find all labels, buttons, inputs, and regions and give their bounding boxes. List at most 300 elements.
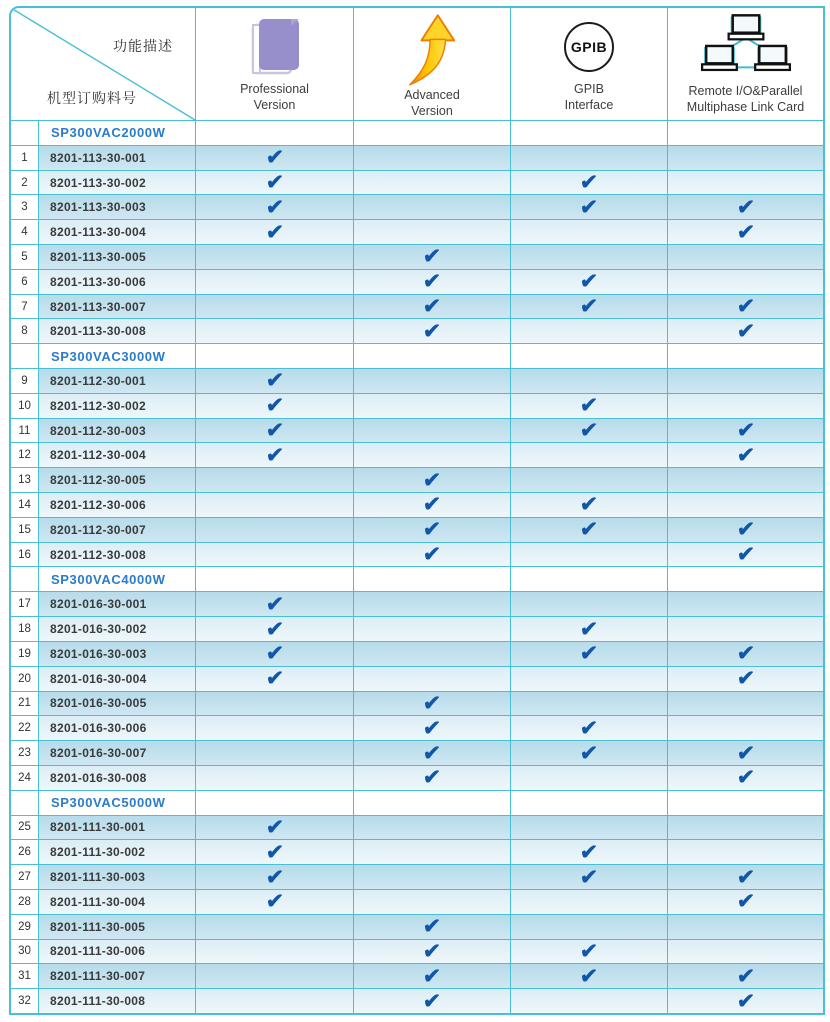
check-cell (667, 368, 823, 393)
check-cell (353, 269, 510, 294)
checkmark-icon: ✔ (735, 642, 756, 666)
section-model-label: SP300VAC2000W (38, 120, 195, 145)
check-cell (510, 864, 667, 889)
checkmark-icon: ✔ (579, 865, 599, 889)
row-number: 12 (11, 442, 38, 467)
check-cell (353, 467, 510, 492)
part-number-cell: 8201-113-30-006 (38, 269, 195, 294)
section-blank-cell (667, 790, 823, 815)
check-cell (195, 517, 353, 542)
check-cell (667, 963, 823, 988)
check-cell (353, 517, 510, 542)
check-cell (195, 467, 353, 492)
checkmark-icon: ✔ (579, 964, 599, 988)
checkmark-icon: ✔ (735, 766, 756, 790)
checkmark-icon: ✔ (735, 195, 756, 219)
check-cell (667, 815, 823, 840)
check-cell (510, 517, 667, 542)
row-number: 30 (11, 939, 38, 964)
part-number-cell: 8201-112-30-006 (38, 492, 195, 517)
check-cell (667, 691, 823, 716)
check-cell (667, 294, 823, 319)
column-label-line: Remote I/O&Parallel (688, 84, 803, 98)
row-number: 16 (11, 542, 38, 567)
gpib-circle-icon (564, 13, 614, 81)
checkmark-icon: ✔ (579, 840, 599, 864)
section-blank-cell (510, 120, 667, 145)
check-cell (510, 988, 667, 1013)
section-blank-cell (510, 566, 667, 591)
section-blank-cell (667, 343, 823, 368)
section-blank-cell (195, 566, 353, 591)
check-cell (510, 889, 667, 914)
check-cell (667, 194, 823, 219)
checkmark-icon: ✔ (579, 171, 599, 194)
checkmark-icon: ✔ (579, 518, 599, 542)
checkmark-icon: ✔ (422, 939, 442, 963)
check-cell (195, 839, 353, 864)
check-cell (353, 294, 510, 319)
check-cell (195, 294, 353, 319)
part-number-cell: 8201-016-30-005 (38, 691, 195, 716)
check-cell (667, 145, 823, 170)
check-cell (667, 318, 823, 343)
check-cell (353, 839, 510, 864)
check-cell (353, 988, 510, 1013)
column-label-line: Version (411, 104, 453, 119)
check-cell (667, 393, 823, 418)
checkmark-icon: ✔ (579, 617, 599, 641)
column-label-line: Multiphase Link Card (686, 100, 805, 115)
row-number: 29 (11, 914, 38, 939)
section-blank-cell (195, 790, 353, 815)
checkmark-icon: ✔ (735, 220, 756, 244)
row-number: 27 (11, 864, 38, 889)
check-cell (667, 914, 823, 939)
check-cell (510, 963, 667, 988)
part-number-cell: 8201-112-30-005 (38, 467, 195, 492)
section-row-number-cell (11, 790, 38, 815)
check-cell (510, 839, 667, 864)
section-blank-cell (353, 566, 510, 591)
check-cell (510, 542, 667, 567)
check-cell (667, 467, 823, 492)
check-cell (195, 765, 353, 790)
check-cell (353, 393, 510, 418)
checkmark-icon: ✔ (264, 815, 285, 839)
checkmark-icon: ✔ (264, 667, 285, 691)
section-blank-cell (353, 790, 510, 815)
check-cell (353, 715, 510, 740)
checkmark-icon: ✔ (422, 493, 442, 517)
check-cell (353, 889, 510, 914)
checkmark-icon: ✔ (264, 617, 285, 641)
check-cell (195, 368, 353, 393)
order-table (9, 6, 825, 1015)
check-cell (510, 194, 667, 219)
section-row-number-cell (11, 566, 38, 591)
check-cell (667, 418, 823, 443)
row-number: 28 (11, 889, 38, 914)
section-blank-cell (510, 790, 667, 815)
checkmark-icon: ✔ (422, 543, 442, 567)
row-number: 20 (11, 666, 38, 691)
check-cell (667, 988, 823, 1013)
check-cell (510, 666, 667, 691)
part-number-cell: 8201-016-30-002 (38, 616, 195, 641)
check-cell (195, 542, 353, 567)
check-cell (195, 442, 353, 467)
check-cell (353, 691, 510, 716)
check-cell (353, 442, 510, 467)
part-number-cell: 8201-111-30-003 (38, 864, 195, 889)
row-number: 8 (11, 318, 38, 343)
checkmark-icon: ✔ (735, 419, 756, 443)
check-cell (667, 219, 823, 244)
checkmark-icon: ✔ (579, 419, 599, 443)
check-cell (667, 591, 823, 616)
check-cell (195, 691, 353, 716)
row-number: 15 (11, 517, 38, 542)
check-cell (667, 542, 823, 567)
checkmark-icon: ✔ (735, 741, 756, 765)
part-number-cell: 8201-113-30-001 (38, 145, 195, 170)
part-number-cell: 8201-111-30-004 (38, 889, 195, 914)
check-cell (353, 244, 510, 269)
check-cell (195, 666, 353, 691)
checkmark-icon: ✔ (422, 716, 442, 740)
check-cell (195, 939, 353, 964)
check-cell (353, 963, 510, 988)
part-number-cell: 8201-016-30-006 (38, 715, 195, 740)
section-blank-cell (195, 120, 353, 145)
check-cell (510, 939, 667, 964)
checkmark-icon: ✔ (264, 369, 285, 393)
section-model-label: SP300VAC3000W (38, 343, 195, 368)
column-header-remote-io (667, 8, 823, 120)
column-label-line: Professional (240, 81, 309, 96)
row-number: 22 (11, 715, 38, 740)
check-cell (510, 691, 667, 716)
checkmark-icon: ✔ (579, 295, 599, 319)
check-cell (353, 641, 510, 666)
checkmark-icon: ✔ (579, 394, 599, 418)
check-cell (195, 591, 353, 616)
row-number: 14 (11, 492, 38, 517)
check-cell (195, 269, 353, 294)
check-cell (510, 740, 667, 765)
checkmark-icon: ✔ (735, 319, 756, 343)
part-number-cell: 8201-113-30-002 (38, 170, 195, 195)
checkmark-icon: ✔ (579, 939, 599, 963)
check-cell (510, 244, 667, 269)
checkmark-icon: ✔ (422, 766, 442, 790)
column-label-professional (240, 81, 309, 114)
row-number: 25 (11, 815, 38, 840)
checkmark-icon: ✔ (735, 964, 756, 988)
checkmark-icon: ✔ (264, 443, 285, 467)
part-number-cell: 8201-113-30-005 (38, 244, 195, 269)
check-cell (195, 715, 353, 740)
row-number: 10 (11, 393, 38, 418)
part-number-cell: 8201-016-30-001 (38, 591, 195, 616)
check-cell (195, 418, 353, 443)
check-cell (667, 666, 823, 691)
checkmark-icon: ✔ (422, 245, 442, 269)
checkmark-icon: ✔ (264, 171, 285, 194)
part-number-cell: 8201-112-30-007 (38, 517, 195, 542)
check-cell (195, 815, 353, 840)
check-cell (667, 492, 823, 517)
checkmark-icon: ✔ (264, 642, 285, 666)
checkmark-icon: ✔ (422, 295, 442, 319)
check-cell (195, 914, 353, 939)
part-number-cell: 8201-113-30-004 (38, 219, 195, 244)
row-number: 19 (11, 641, 38, 666)
part-number-cell: 8201-111-30-006 (38, 939, 195, 964)
check-cell (510, 418, 667, 443)
check-cell (510, 442, 667, 467)
row-number: 7 (11, 294, 38, 319)
checkmark-icon: ✔ (422, 468, 442, 492)
part-number-cell: 8201-112-30-008 (38, 542, 195, 567)
check-cell (510, 591, 667, 616)
check-cell (510, 269, 667, 294)
corner-label-function: 功能描述 (113, 38, 173, 54)
part-number-cell: 8201-016-30-004 (38, 666, 195, 691)
check-cell (510, 815, 667, 840)
part-number-cell: 8201-113-30-007 (38, 294, 195, 319)
section-blank-cell (667, 566, 823, 591)
check-cell (195, 219, 353, 244)
column-label-line: Advanced (404, 88, 460, 102)
check-cell (353, 318, 510, 343)
check-cell (195, 740, 353, 765)
check-cell (667, 269, 823, 294)
column-header-gpib (510, 8, 667, 120)
section-blank-cell (667, 120, 823, 145)
check-cell (510, 368, 667, 393)
check-cell (353, 666, 510, 691)
section-model-label: SP300VAC5000W (38, 790, 195, 815)
column-header-advanced (353, 8, 510, 120)
checkmark-icon: ✔ (422, 691, 442, 715)
part-number-cell: 8201-111-30-001 (38, 815, 195, 840)
up-arrow-icon (405, 13, 459, 87)
checkmark-icon: ✔ (579, 270, 599, 294)
row-number: 32 (11, 988, 38, 1013)
part-number-cell: 8201-016-30-007 (38, 740, 195, 765)
check-cell (195, 988, 353, 1013)
checkmark-icon: ✔ (735, 989, 756, 1013)
column-header-professional (195, 8, 353, 120)
check-cell (195, 864, 353, 889)
checkmark-icon: ✔ (579, 195, 599, 219)
checkmark-icon: ✔ (264, 840, 285, 864)
checkmark-icon: ✔ (264, 592, 285, 616)
part-number-cell: 8201-112-30-002 (38, 393, 195, 418)
column-label-remote-io (687, 83, 804, 116)
check-cell (195, 145, 353, 170)
check-cell (353, 765, 510, 790)
checkmark-icon: ✔ (422, 989, 442, 1013)
checkmark-icon: ✔ (579, 642, 599, 666)
row-number: 5 (11, 244, 38, 269)
row-number: 23 (11, 740, 38, 765)
check-cell (195, 963, 353, 988)
checkmark-icon: ✔ (264, 146, 285, 170)
row-number: 6 (11, 269, 38, 294)
corner-label-model: 机型订购料号 (47, 90, 137, 106)
checkmark-icon: ✔ (735, 543, 756, 567)
checkmark-icon: ✔ (264, 220, 285, 244)
checkmark-icon: ✔ (264, 865, 285, 889)
row-number: 18 (11, 616, 38, 641)
checkmark-icon: ✔ (422, 319, 442, 343)
row-number: 4 (11, 219, 38, 244)
check-cell (667, 939, 823, 964)
check-cell (353, 492, 510, 517)
check-cell (353, 418, 510, 443)
part-number-cell: 8201-112-30-001 (38, 368, 195, 393)
check-cell (667, 641, 823, 666)
part-number-cell: 8201-111-30-008 (38, 988, 195, 1013)
network-computers-icon (697, 13, 795, 83)
check-cell (353, 616, 510, 641)
row-number: 11 (11, 418, 38, 443)
check-cell (510, 393, 667, 418)
checkmark-icon: ✔ (735, 890, 756, 914)
row-number: 9 (11, 368, 38, 393)
check-cell (510, 467, 667, 492)
check-cell (667, 244, 823, 269)
check-cell (353, 815, 510, 840)
check-cell (510, 492, 667, 517)
part-number-cell: 8201-016-30-003 (38, 641, 195, 666)
checkmark-icon: ✔ (264, 890, 285, 914)
check-cell (667, 442, 823, 467)
check-cell (510, 170, 667, 195)
part-number-cell: 8201-113-30-003 (38, 194, 195, 219)
row-number: 21 (11, 691, 38, 716)
part-number-cell: 8201-113-30-008 (38, 318, 195, 343)
section-blank-cell (510, 343, 667, 368)
checkmark-icon: ✔ (422, 741, 442, 765)
row-number: 1 (11, 145, 38, 170)
part-number-cell: 8201-112-30-004 (38, 442, 195, 467)
row-number: 2 (11, 170, 38, 195)
check-cell (195, 616, 353, 641)
check-cell (667, 170, 823, 195)
check-cell (510, 641, 667, 666)
book-icon (245, 13, 305, 81)
checkmark-icon: ✔ (422, 518, 442, 542)
row-number: 3 (11, 194, 38, 219)
row-number: 26 (11, 839, 38, 864)
row-number: 24 (11, 765, 38, 790)
checkmark-icon: ✔ (264, 394, 285, 418)
check-cell (510, 914, 667, 939)
check-cell (195, 170, 353, 195)
checkmark-icon: ✔ (264, 195, 285, 219)
section-row-number-cell (11, 120, 38, 145)
checkmark-icon: ✔ (735, 865, 756, 889)
section-row-number-cell (11, 343, 38, 368)
check-cell (353, 194, 510, 219)
checkmark-icon: ✔ (735, 295, 756, 319)
row-number: 31 (11, 963, 38, 988)
section-blank-cell (195, 343, 353, 368)
section-model-label: SP300VAC4000W (38, 566, 195, 591)
check-cell (510, 294, 667, 319)
check-cell (510, 219, 667, 244)
check-cell (510, 318, 667, 343)
checkmark-icon: ✔ (264, 419, 285, 443)
check-cell (353, 864, 510, 889)
check-cell (667, 616, 823, 641)
checkmark-icon: ✔ (422, 270, 442, 294)
check-cell (353, 740, 510, 765)
check-cell (353, 542, 510, 567)
checkmark-icon: ✔ (579, 741, 599, 765)
checkmark-icon: ✔ (735, 443, 756, 467)
checkmark-icon: ✔ (422, 915, 442, 939)
part-number-cell: 8201-111-30-007 (38, 963, 195, 988)
row-number: 13 (11, 467, 38, 492)
column-label-line: Interface (564, 97, 614, 112)
part-number-cell: 8201-112-30-003 (38, 418, 195, 443)
row-number: 17 (11, 591, 38, 616)
check-cell (667, 517, 823, 542)
check-cell (510, 616, 667, 641)
check-cell (510, 145, 667, 170)
checkmark-icon: ✔ (579, 493, 599, 517)
check-cell (353, 170, 510, 195)
check-cell (353, 219, 510, 244)
part-number-cell: 8201-111-30-002 (38, 839, 195, 864)
check-cell (353, 914, 510, 939)
check-cell (667, 740, 823, 765)
check-cell (353, 145, 510, 170)
checkmark-icon: ✔ (422, 964, 442, 988)
check-cell (510, 715, 667, 740)
check-cell (667, 839, 823, 864)
column-label-line: GPIB (574, 81, 604, 96)
check-cell (195, 641, 353, 666)
check-cell (195, 393, 353, 418)
check-cell (353, 939, 510, 964)
check-cell (353, 368, 510, 393)
check-cell (667, 889, 823, 914)
check-cell (195, 244, 353, 269)
checkmark-icon: ✔ (735, 667, 756, 691)
check-cell (195, 318, 353, 343)
column-label-gpib (565, 81, 614, 114)
check-cell (510, 765, 667, 790)
check-cell (195, 889, 353, 914)
checkmark-icon: ✔ (579, 716, 599, 740)
section-blank-cell (353, 343, 510, 368)
check-cell (667, 765, 823, 790)
part-number-cell: 8201-016-30-008 (38, 765, 195, 790)
check-cell (195, 492, 353, 517)
section-blank-cell (353, 120, 510, 145)
check-cell (667, 864, 823, 889)
gpib-icon-text: GPIB (570, 38, 608, 55)
check-cell (353, 591, 510, 616)
checkmark-icon: ✔ (735, 518, 756, 542)
corner-header-cell (11, 8, 195, 120)
